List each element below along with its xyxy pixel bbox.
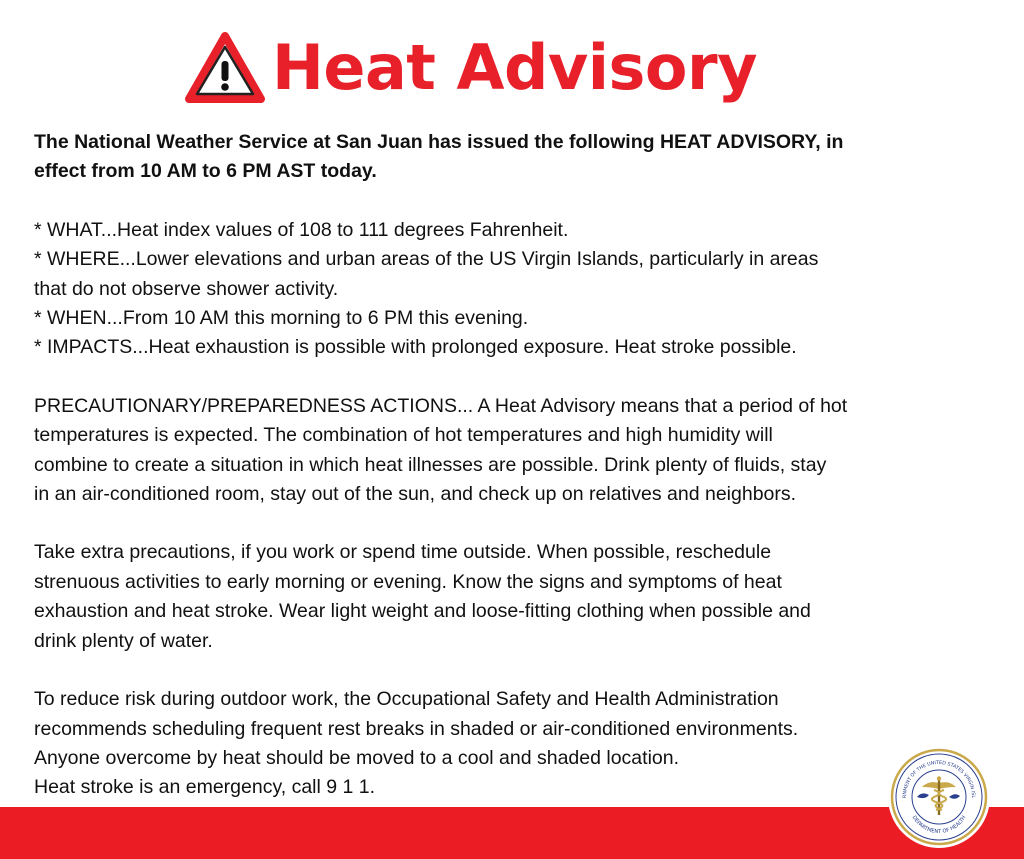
text-line: PRECAUTIONARY/PREPAREDNESS ACTIONS... A Heat Advisory means that a period of hot <box>34 394 848 417</box>
intro-paragraph <box>34 128 974 187</box>
detail-where: * WHERE...Lower elevations and urban areas of the US Virgin Islands, particularly in areas <box>34 248 819 271</box>
extra-precautions-paragraph <box>34 538 974 656</box>
text-line: recommends scheduling frequent rest breaks in shaded or air-conditioned environments. <box>34 717 799 740</box>
seal-top-text: RNMENT OF THE UNITED STATES VIRGIN ISL <box>902 760 976 799</box>
text-line: The National Weather Service at San Juan has issued the following HEAT ADVISORY, in <box>34 131 844 153</box>
text-line: To reduce risk during outdoor work, the Occupational Safety and Health Administration <box>34 688 779 711</box>
text-line: Take extra precautions, if you work or spend time outside. When possible, reschedule <box>34 541 772 564</box>
precautions-paragraph <box>34 392 974 510</box>
detail-impacts: * IMPACTS...Heat exhaustion is possible with prolonged exposure. Heat stroke possible. <box>34 336 797 359</box>
text-line: temperatures is expected. The combination of hot temperatures and high humidity will <box>34 424 773 447</box>
text-line: in an air-conditioned room, stay out of the sun, and check up on relatives and neighbors. <box>34 483 797 506</box>
page-title: Heat Advisory <box>272 31 758 104</box>
details-list <box>34 216 974 363</box>
advisory-body <box>34 128 974 832</box>
department-of-health-seal-icon <box>887 745 991 849</box>
footer-bar <box>0 807 1024 859</box>
detail-when: * WHEN...From 10 AM this morning to 6 PM this evening. <box>34 307 529 330</box>
seal-bottom-text: DEPARTMENT OF HEALTH <box>910 814 968 836</box>
warning-triangle-icon <box>184 31 266 105</box>
emergency-line: Heat stroke is an emergency, call 9 1 1. <box>34 776 376 799</box>
text-line: combine to create a situation in which heat illnesses are possible. Drink plenty of fluids, stay <box>34 453 827 476</box>
text-line: effect from 10 AM to 6 PM AST today. <box>34 160 377 183</box>
detail-what: * WHAT...Heat index values of 108 to 111 degrees Fahrenheit. <box>34 218 569 241</box>
text-line: exhaustion and heat stroke. Wear light weight and loose-fitting clothing when possible and <box>34 600 811 623</box>
header <box>184 28 757 108</box>
text-line: drink plenty of water. <box>34 629 213 652</box>
osha-paragraph <box>34 685 974 803</box>
text-line: Anyone overcome by heat should be moved to a cool and shaded location. <box>34 746 680 769</box>
detail-where-cont: that do not observe shower activity. <box>34 277 339 300</box>
text-line: strenuous activities to early morning or evening. Know the signs and symptoms of heat <box>34 570 782 593</box>
